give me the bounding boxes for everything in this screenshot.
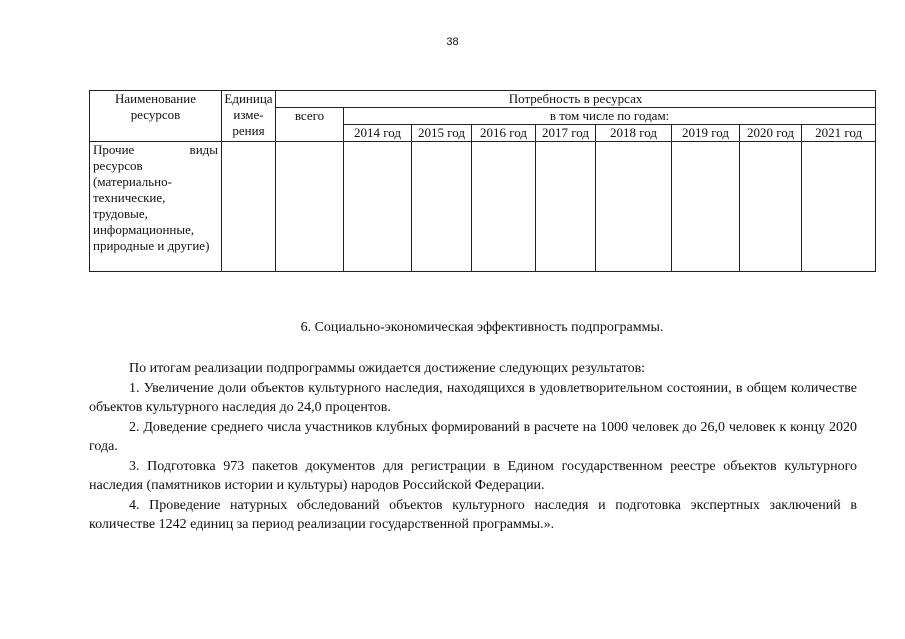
header-year: 2020 год [740,125,802,142]
section-heading: 6. Социально-экономическая эффективность подпрограммы. [300,320,664,335]
page-number: 38 [446,36,459,48]
body-paragraph: 3. Подготовка 973 пакетов документов для регистрации в Едином государственном реестре объектов культурного наследия (памятников истории и культуры) народов Российской Федерации. [89,458,857,493]
year-value-cell [596,142,672,272]
header-total: всего [276,108,344,142]
header-year: 2019 год [672,125,740,142]
header-need: Потребность в ресурсах [276,91,876,108]
header-year: 2015 год [412,125,472,142]
header-name: Наименование ресурсов [90,91,222,142]
section-body [89,359,857,535]
header-year: 2014 год [344,125,412,142]
unit-cell [222,142,276,272]
total-cell [276,142,344,272]
resources-table [89,90,876,272]
header-year: 2017 год [536,125,596,142]
header-unit: Единица изме-рения [222,91,276,142]
year-value-cell [344,142,412,272]
header-year: 2021 год [802,125,876,142]
resource-name-cell: Прочие виды ресурсов (материально-технические, трудовые, информационные, природные и другие) [90,142,222,272]
year-value-cell [472,142,536,272]
year-value-cell [802,142,876,272]
header-year: 2016 год [472,125,536,142]
body-paragraph: 2. Доведение среднего числа участников клубных формирований в расчете на 1000 человек до 26,0 человек к концу 2020 года. [89,419,857,454]
header-year: 2018 год [596,125,672,142]
table-header-row [90,91,876,108]
header-by-years: в том числе по годам: [344,108,876,125]
table-row [90,142,876,272]
year-value-cell [672,142,740,272]
body-paragraph: 1. Увеличение доли объектов культурного наследия, находящихся в удовлетворительном состоянии, в общем количестве объектов культурного наследия до 24,0 процентов. [89,380,857,415]
year-value-cell [740,142,802,272]
year-value-cell [412,142,472,272]
body-paragraph: 4. Проведение натурных обследований объектов культурного наследия и подготовка экспертных заключений в количестве 1242 единиц за период реализации государственной программы.». [89,497,857,532]
body-paragraph: По итогам реализации подпрограммы ожидается достижение следующих результатов: [129,361,646,376]
year-value-cell [536,142,596,272]
